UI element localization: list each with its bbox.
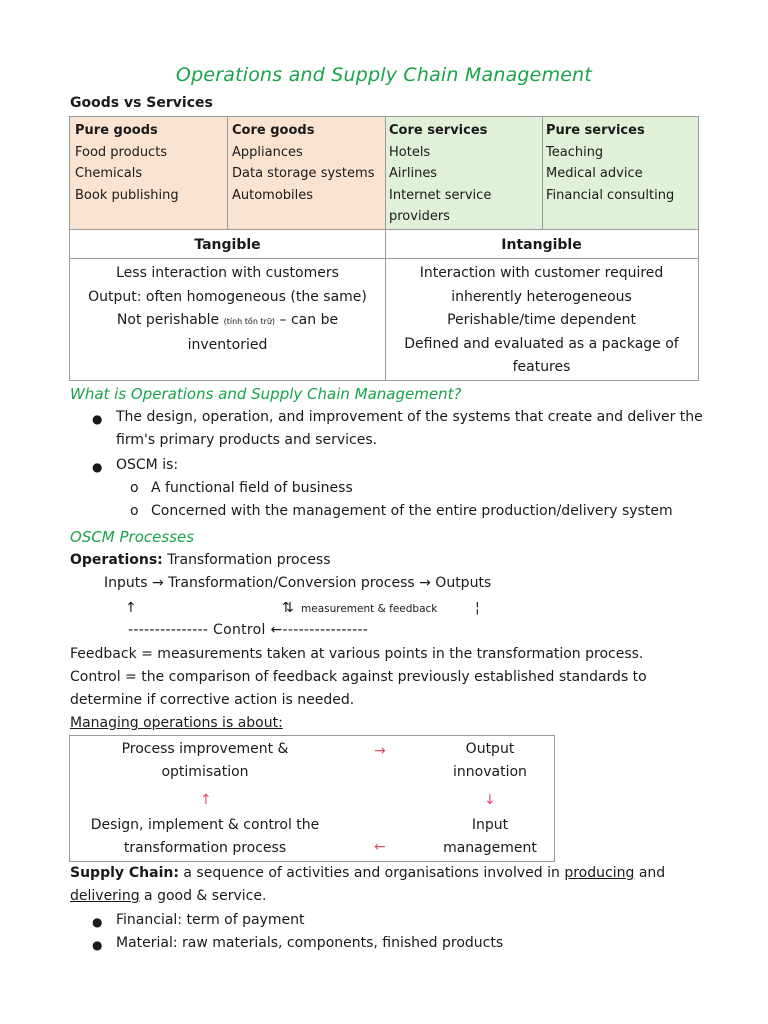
intangible-line: Interaction with customer required (419, 265, 664, 281)
control-loop-line: --------------- Control ←---------------- (128, 622, 369, 638)
tangible-header: Tangible (194, 237, 261, 253)
feedback-dashed-connector: ¦ (475, 600, 480, 616)
col-item: Data storage systems (232, 166, 375, 181)
bullet-dot: ● (92, 938, 103, 952)
what-is-sub-bullet: A functional field of business (151, 480, 353, 496)
managing-operations-box (69, 735, 555, 862)
col-item: Teaching (546, 144, 604, 160)
operations-label: Operations: (70, 552, 163, 568)
col-item: Internet service providers (389, 187, 492, 224)
col-item: Appliances (232, 144, 303, 160)
tangible-line: Output: often homogeneous (the same) (88, 288, 367, 305)
col-pure-goods (70, 117, 228, 209)
managing-operations-underlined: Managing operations is about: (70, 715, 283, 731)
intangible-line: Perishable/time dependent (447, 312, 636, 328)
tangible-characteristics (70, 259, 385, 360)
control-definition: Control = the comparison of feedback against previously established standards to determine if corrective action is needed. (70, 669, 647, 708)
not-perishable-text: Not perishable (116, 312, 220, 328)
col-header: Pure goods (75, 123, 158, 138)
process-improvement-cell: Process improvement & optimisation (121, 741, 289, 780)
intangible-line: inherently heterogeneous (451, 288, 632, 305)
supply-chain-definition-line1 (70, 862, 665, 885)
intangible-header: Intangible (501, 237, 582, 253)
intangible-characteristics (385, 259, 698, 383)
grid-line (70, 229, 698, 230)
feedback-updown-arrow: ⇅ (282, 600, 294, 616)
col-header: Core goods (232, 123, 315, 138)
goods-services-table (69, 116, 699, 381)
what-is-bullet: OSCM is: (116, 457, 179, 473)
col-item: Food products (75, 144, 168, 160)
supply-chain-text-a: a sequence of activities and organisations involved in (183, 865, 560, 881)
supply-chain-text-b: a good & service. (144, 888, 267, 904)
col-item: Financial consulting (546, 187, 675, 203)
col-item: Chemicals (75, 166, 143, 181)
and-word: and (638, 865, 666, 881)
grid-line (227, 117, 228, 229)
col-item: Book publishing (75, 187, 179, 203)
col-item: Hotels (389, 144, 431, 160)
supply-chain-definition-line2 (70, 885, 266, 908)
operations-line (70, 549, 331, 572)
sub-bullet-marker: o (130, 480, 139, 496)
col-pure-services (541, 117, 699, 209)
col-item: Airlines (389, 166, 438, 181)
bullet-dot: ● (92, 460, 103, 474)
operations-text: Transformation process (167, 552, 331, 568)
goods-vs-services-heading: Goods vs Services (70, 95, 213, 111)
bullet-dot: ● (92, 915, 103, 929)
grid-line (542, 117, 543, 229)
feedback-definition: Feedback = measurements taken at various points in the transformation process. (70, 646, 644, 662)
arrow-up: ↑ (200, 792, 212, 808)
col-item: Medical advice (546, 166, 643, 181)
col-core-goods (227, 117, 387, 209)
supply-chain-bullet: Material: raw materials, components, finished products (116, 935, 504, 951)
arrow-left: ← (374, 839, 386, 855)
delivering-word: delivering (70, 888, 140, 904)
feedback-up-arrow: ↑ (125, 600, 137, 616)
oscm-processes-heading: OSCM Processes (70, 528, 195, 546)
bullet-dot: ● (92, 412, 103, 426)
producing-word: producing (564, 865, 635, 881)
tangible-line: Less interaction with customers (116, 265, 339, 281)
intangible-line: Defined and evaluated as a package of features (404, 335, 679, 375)
what-is-sub-bullet: Concerned with the management of the entire production/delivery system (151, 503, 673, 519)
measurement-feedback-label: measurement & feedback (301, 603, 438, 615)
supply-chain-bullet: Financial: term of payment (116, 912, 305, 928)
what-is-bullet: The design, operation, and improvement of the systems that create and deliver the firm's primary products and services. (116, 409, 703, 448)
supply-chain-label: Supply Chain: (70, 865, 179, 881)
arrow-right: → (374, 743, 386, 759)
what-is-heading: What is Operations and Supply Chain Management? (70, 385, 462, 403)
col-header: Core services (389, 123, 488, 138)
tangible-line (75, 309, 380, 357)
managing-operations-label (70, 712, 283, 735)
design-implement-cell: Design, implement & control the transformation process (90, 817, 320, 856)
col-core-services (384, 117, 542, 231)
col-header: Pure services (546, 123, 645, 138)
col-item: Automobiles (232, 187, 314, 203)
input-management-cell: Input management (443, 817, 537, 856)
sub-bullet-marker: o (130, 503, 139, 519)
vietnamese-note: (tính tồn trữ) (223, 317, 276, 326)
arrow-down: ↓ (484, 792, 496, 808)
page-title: Operations and Supply Chain Management (175, 64, 593, 86)
process-flow: Inputs → Transformation/Conversion process → Outputs (104, 575, 492, 591)
inventoried-text: – can be inventoried (187, 312, 339, 353)
output-innovation-cell: Output innovation (453, 741, 527, 780)
